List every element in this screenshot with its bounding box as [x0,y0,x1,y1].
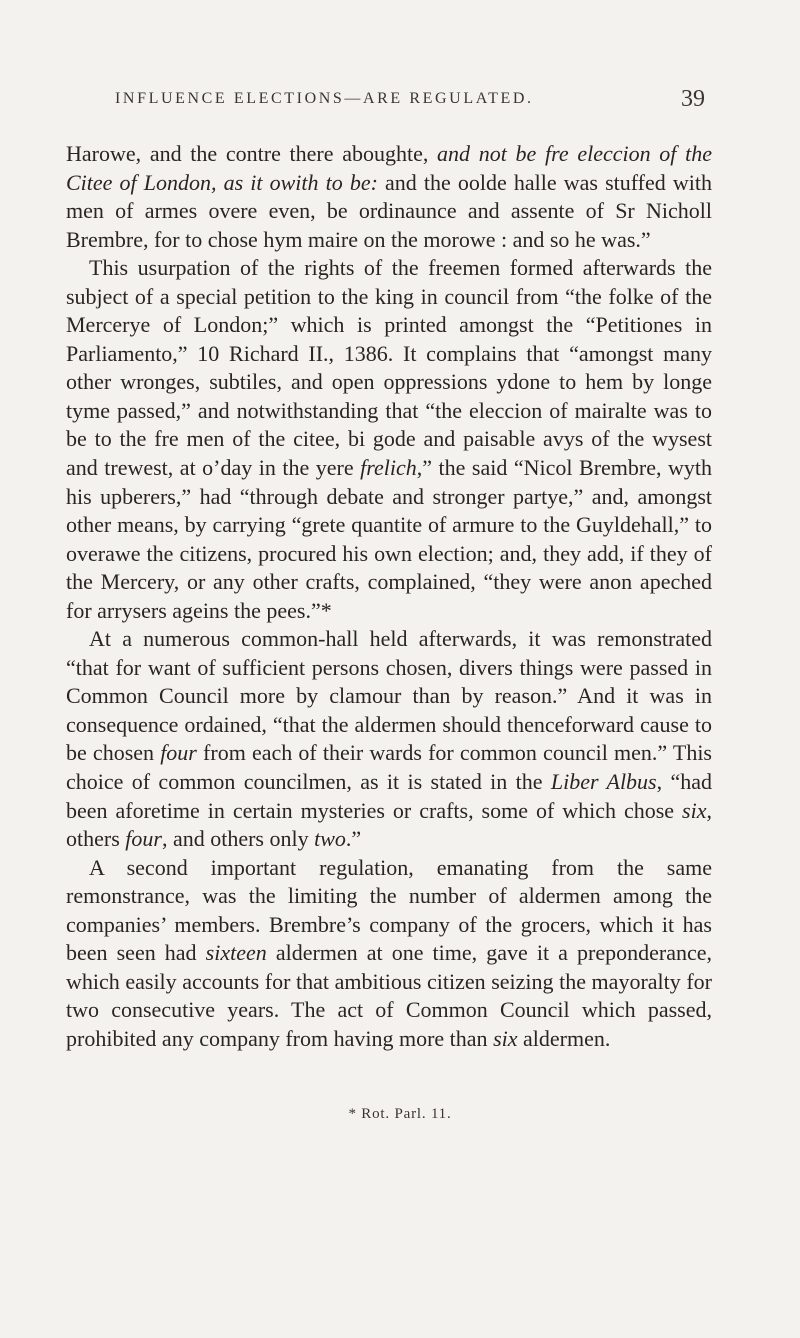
italic-text-run: six [493,1025,518,1051]
italic-text-run: and not be fre eleccion of the Citee of London, as it owith to be: [66,141,712,195]
text-run: , others [66,797,712,852]
italic-text-run: frelich [360,455,417,481]
paragraph [66,254,712,625]
italic-text-run: six [682,797,707,823]
text-run: from each of their wards for common council men.” This choice of common councilmen, as it is stated in the [66,740,712,795]
italic-text-run: four [160,740,197,766]
text-run: , and others only [161,826,315,852]
page-header [115,86,705,116]
text-run: This usurpation of the rights of the freemen formed afterwards the subject of a special petition to the king in council from “the folke of the Mercerye of London;” which is printed amongst the “Petitiones in Parliamento,” 10 Richard II., 1386. It complains that “amongst many other wronges, subtiles, and open oppressions ydone to hem by longe tyme passed,” and notwithstanding that “the eleccion of mairalte was to be to the fre men of the citee, bi gode and paisable avys of the wysest and trewest, at o’day in the yere [66,255,712,481]
text-run: .” [345,826,362,852]
running-head: INFLUENCE ELECTIONS—ARE REGULATED. [115,90,534,107]
text-run: aldermen. [517,1025,611,1051]
text-run: A second important regulation, emanating from the same remonstrance, was the limiting the number of aldermen among the companies’ members. Brembre’s company of the grocers, which it has been seen had [66,854,712,966]
footnote: * Rot. Parl. 11. [348,1106,452,1122]
text-run: , “had been aforetime in certain mysteries or crafts, some of which chose [66,769,713,823]
text-run: aldermen at one time, gave it a preponderance, which easily accounts for that ambitious citizen seizing the mayoralty for two consecutive years. The act of Common Council which passed, prohibited any company from having more than [66,940,712,1051]
text-run: Harowe, and the contre there aboughte, [66,141,438,166]
paragraph [66,625,712,853]
page-number: 39 [681,86,705,112]
italic-text-run: Liber Albus [550,769,657,795]
text-run: At a numerous common-hall held afterwards, it was remonstrated “that for want of sufficient persons chosen, divers things were passed in Common Council more by clamour than by reason.” And it was in consequence ordained, “that the aldermen should thenceforward cause to be chosen [66,626,712,766]
text-run: and the oolde halle was stuffed with men of armes overe even, be ordinaunce and assente of Sr Nicholl Brembre, for to chose hym maire on the morowe : and so he was.” [66,169,712,252]
text-run: ,” the said “Nicol Brembre, wyth his upberers,” had “through debate and stronger partye,” and, amongst other means, by carrying “grete quantite of armure to the Guyldehall,” to overawe the citizens, procured his own election; and, they add, if they of the Mercery, or any other crafts, complained, “they were anon apeched for arrysers ageins the pees.”* [66,455,712,623]
paragraph [66,140,712,254]
italic-text-run: sixteen [205,940,267,966]
paragraph [66,854,712,1054]
body-text [66,140,712,1054]
italic-text-run: two [314,826,346,852]
italic-text-run: four [125,826,162,852]
